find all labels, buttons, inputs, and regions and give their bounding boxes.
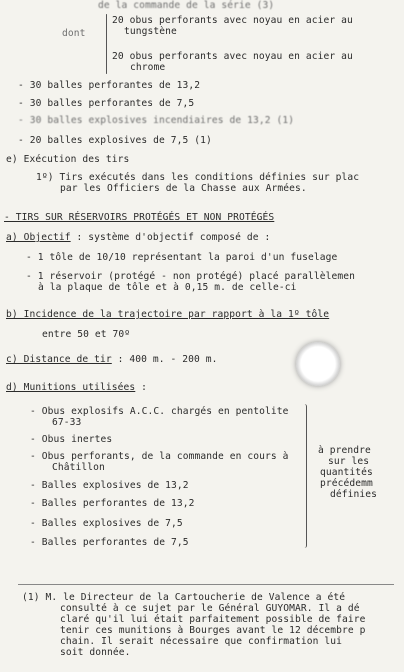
balles-line-3: - 30 balles explosives incendiaires de 13,2 (1) — [18, 115, 295, 126]
brace-top — [106, 14, 107, 74]
footnote-line-6: soit donnée. — [60, 647, 131, 658]
munition-item-3b: Châtillon — [52, 462, 105, 473]
section-c-line — [6, 354, 218, 365]
side-note-4: précédemm — [320, 478, 373, 489]
obus-b-line: 20 obus perforants avec noyau en acier au — [112, 51, 353, 62]
side-note-5: définies — [330, 489, 378, 500]
munition-item-7: - Balles perforantes de 7,5 — [30, 537, 189, 548]
section-c-text: : 400 m. - 200 m. — [111, 354, 218, 365]
section-d-colon: : — [135, 382, 148, 393]
brace-munitions — [302, 404, 307, 548]
footnote-line-1: (1) M. le Directeur de la Cartoucherie de Valence a été — [22, 592, 346, 603]
footnote-line-2: consulté à ce sujet par le Général GUYOMAR. Il a dé — [60, 603, 360, 614]
munition-item-1b: 67-33 — [52, 417, 82, 428]
munition-item-4: - Balles explosives de 13,2 — [30, 480, 189, 491]
footnote-line-4: tenir ces munitions à Bourges avant le 12 décembre p — [60, 625, 366, 636]
munition-item-3: - Obus perforants, de la commande en cours à — [30, 451, 289, 462]
section-e-line2: par les Officiers de la Chasse aux Armées. — [60, 183, 307, 194]
munition-item-6: - Balles explosives de 7,5 — [30, 518, 183, 529]
stamp-seal — [296, 342, 340, 386]
munition-item-2: - Obus inertes — [30, 434, 113, 445]
section-a-line — [6, 232, 270, 243]
side-note-2: sur les — [328, 456, 370, 467]
footnote-rule — [18, 584, 394, 585]
obus-b-line2: chrome — [130, 62, 166, 73]
section-d-label: d) Munitions utilisées — [6, 382, 136, 393]
obus-a-line2: tungstène — [124, 26, 177, 37]
balles-line-2: - 30 balles perforantes de 7,5 — [18, 98, 195, 109]
section-a-text: : système d'objectif composé de : — [70, 232, 271, 243]
balles-line-1: - 30 balles perforantes de 13,2 — [18, 80, 201, 91]
section-a-item2: - 1 réservoir (protégé - non protégé) placé parallèlemen — [26, 271, 356, 282]
footnote-line-3: claré qu'il lui était parfaitement possible de faire — [60, 614, 366, 625]
section-a-item1: - 1 tôle de 10/10 représentant la paroi d'un fuselage — [26, 252, 338, 263]
section-e-line1: 1º) Tirs exécutés dans les conditions définies sur plac — [36, 172, 360, 183]
section-b-label: b) Incidence de la trajectoire par rapport à la 1º tôle — [6, 309, 330, 320]
side-note-3: quantités — [320, 467, 373, 478]
side-note-1: à prendre — [318, 445, 371, 456]
top-fragment: de la commande de la série (3) — [98, 0, 275, 11]
munition-item-1: - Obus explosifs A.C.C. chargés en pentolite — [30, 406, 289, 417]
dont-label: dont — [62, 28, 86, 39]
balles-line-4: - 20 balles explosives de 7,5 (1) — [18, 135, 212, 146]
footnote-line-5: chain. Il serait nécessaire que confirmation lui — [60, 636, 343, 647]
obus-a-line: 20 obus perforants avec noyau en acier au — [112, 15, 353, 26]
section-d-line — [6, 382, 147, 393]
section-a-label: a) Objectif — [6, 232, 71, 243]
section-b-text: entre 50 et 70º — [42, 329, 131, 340]
section-a-item2b: à la plaque de tôle et à 0,15 m. de celle-ci — [38, 282, 297, 293]
section-reservoirs-title: - TIRS SUR RÉSERVOIRS PROTÉGÉS ET NON PROTÉGÉS — [4, 212, 275, 223]
section-e-heading: e) Exécution des tirs — [6, 154, 130, 165]
section-c-label: c) Distance de tir — [6, 354, 112, 365]
munition-item-5: - Balles perforantes de 13,2 — [30, 498, 195, 509]
